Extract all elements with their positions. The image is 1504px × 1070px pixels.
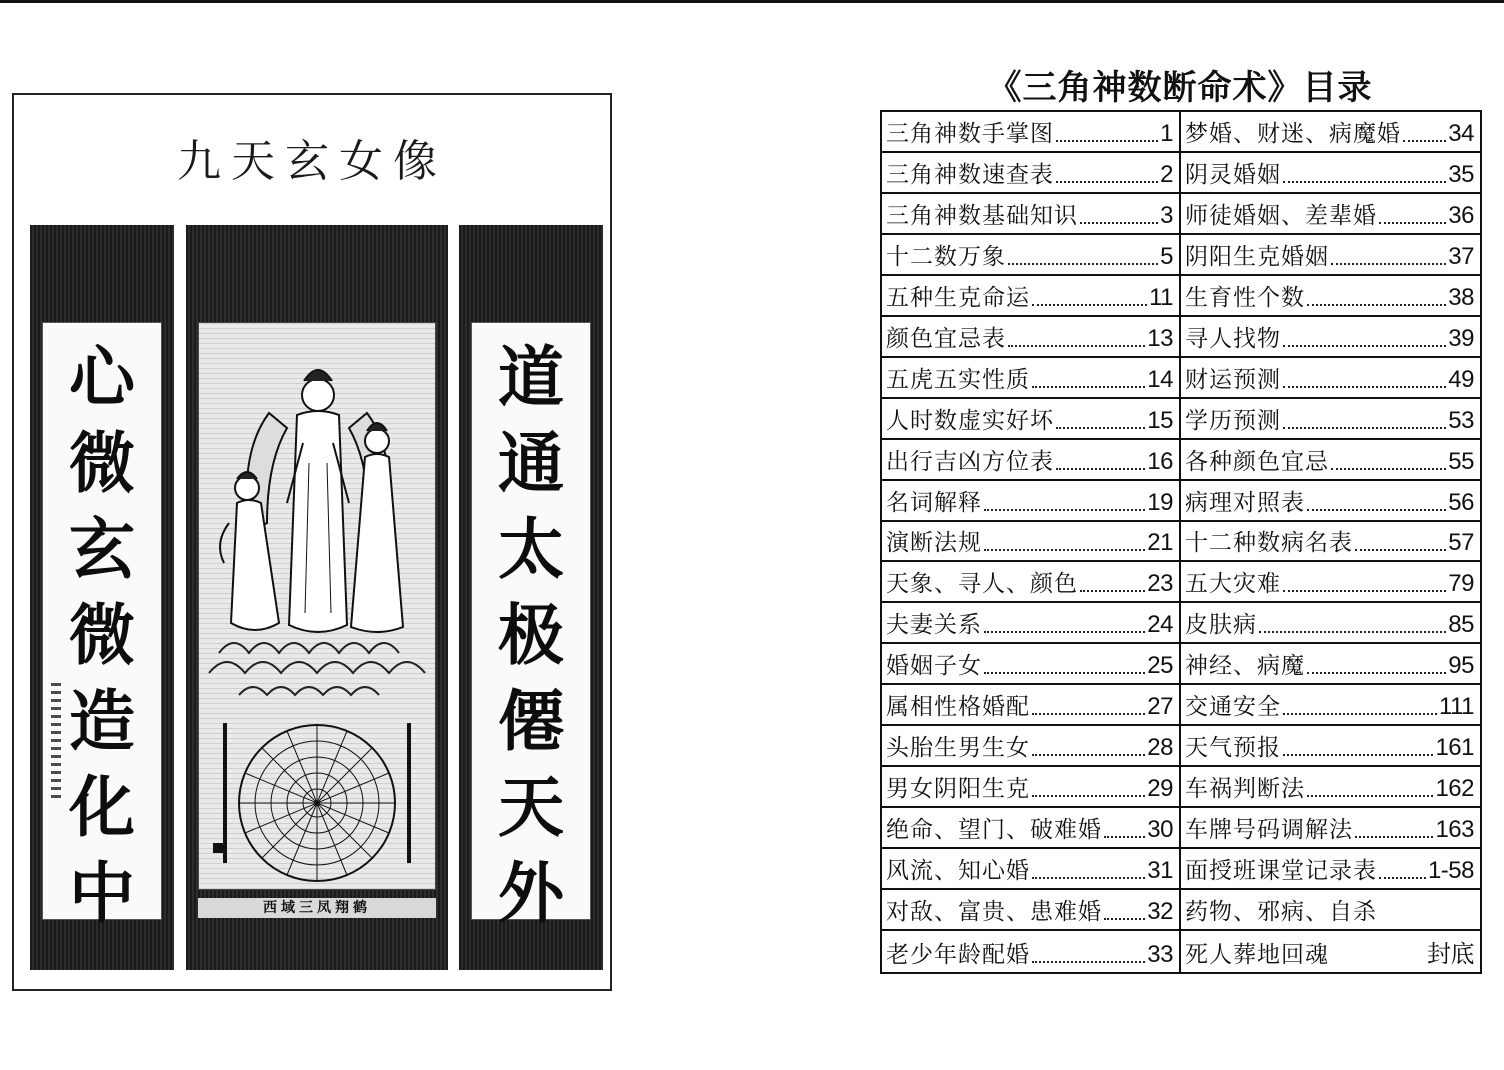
toc-entry-page: 30 [1147, 816, 1173, 844]
toc-entry [882, 358, 1181, 399]
toc-entry [1181, 317, 1480, 358]
calligraphy-char: 微 [69, 597, 135, 674]
toc-entry [1181, 890, 1480, 931]
toc-dot-leader [1379, 877, 1426, 879]
calligraphy-char: 中 [69, 855, 135, 932]
toc-entry-page: 1 [1160, 119, 1173, 147]
toc-entry [1181, 726, 1480, 767]
toc-dot-leader [1283, 427, 1446, 429]
toc-entry [882, 603, 1181, 644]
toc-entry-title: 车牌号码调解法 [1185, 817, 1353, 844]
toc-entry-title: 财运预测 [1185, 366, 1281, 393]
toc-dot-leader [1080, 590, 1145, 592]
toc-dot-leader [1056, 140, 1158, 142]
toc-entry-title: 三角神数速查表 [886, 161, 1054, 188]
toc-dot-leader [1355, 549, 1446, 551]
toc-entry-title: 车祸判断法 [1185, 776, 1305, 803]
calligraphy-char: 玄 [69, 511, 135, 588]
toc-dot-leader [1259, 631, 1446, 633]
toc-entry-page: 85 [1448, 611, 1474, 639]
toc-dot-leader [984, 549, 1145, 551]
toc-entry-title: 阴灵婚姻 [1185, 161, 1281, 188]
toc-dot-leader [1008, 263, 1158, 265]
toc-dot-leader [984, 672, 1145, 674]
toc-entry-title: 各种颜色宜忌 [1185, 448, 1329, 475]
toc-dot-leader [1032, 795, 1145, 797]
toc-dot-leader [1032, 386, 1145, 388]
toc-entry-title: 死人葬地回魂 [1185, 942, 1329, 968]
toc-entry-page: 33 [1147, 941, 1173, 968]
toc-entry [882, 440, 1181, 481]
toc-dot-leader [1008, 345, 1145, 347]
toc-entry [1181, 603, 1480, 644]
bagua-diagram [239, 725, 395, 881]
toc-entry [882, 194, 1181, 235]
toc-entry-title: 生育性个数 [1185, 284, 1305, 311]
toc-entry-page: 32 [1147, 898, 1173, 926]
toc-entry-page: 79 [1448, 570, 1474, 598]
toc-entry-page: 16 [1147, 447, 1173, 475]
toc-entry-title: 夫妻关系 [886, 612, 982, 639]
toc-dot-leader [1379, 222, 1446, 224]
calligraphy-char: 造 [69, 683, 135, 760]
toc-table [880, 110, 1482, 974]
toc-entry-page: 24 [1147, 611, 1173, 639]
toc-entry [882, 890, 1181, 931]
toc-entry-title: 天气预报 [1185, 735, 1281, 762]
toc-entry-title: 师徒婚姻、差辈婚 [1185, 202, 1377, 229]
toc-entry-title: 属相性格婚配 [886, 694, 1030, 721]
toc-entry-title: 十二数万象 [886, 243, 1006, 270]
top-rule [0, 0, 1504, 3]
toc-dot-leader [1283, 754, 1433, 756]
calligraphy-char: 外 [498, 855, 564, 932]
toc-entry-title: 三角神数手掌图 [886, 120, 1054, 147]
toc-entry-page: 29 [1147, 775, 1173, 803]
left-scroll-paper [42, 322, 162, 932]
toc-entry [1181, 358, 1480, 399]
calligraphy-char: 心 [69, 339, 135, 416]
center-scroll-paper [198, 322, 436, 890]
toc-entry-page: 36 [1448, 201, 1474, 229]
toc-entry [882, 276, 1181, 317]
toc-dot-leader [1104, 836, 1145, 838]
toc-entry-title: 人时数虚实好坏 [886, 407, 1054, 434]
toc-entry [1181, 399, 1480, 440]
toc-entry [1181, 849, 1480, 890]
toc-entry [882, 317, 1181, 358]
toc-dot-leader [1403, 140, 1446, 142]
toc-dot-leader [1283, 590, 1446, 592]
painting-side-text [213, 723, 411, 863]
toc-entry [882, 685, 1181, 726]
toc-entry [882, 644, 1181, 685]
toc-entry-title: 病理对照表 [1185, 489, 1305, 516]
toc-entry-page: 161 [1435, 734, 1474, 762]
left-scroll [30, 225, 174, 970]
goddess-painting-image [199, 323, 435, 891]
toc-entry [1181, 276, 1480, 317]
toc-entry-page: 56 [1448, 488, 1474, 516]
toc-dot-leader [984, 631, 1145, 633]
toc-dot-leader [1307, 795, 1433, 797]
left-page-frame [12, 93, 612, 991]
toc-entry-page: 163 [1435, 816, 1474, 844]
toc-dot-leader [1032, 877, 1145, 879]
toc-entry [882, 522, 1181, 563]
left-attendant-figure [220, 472, 279, 630]
toc-entry-title: 老少年龄配婚 [886, 942, 1030, 968]
toc-entry-title: 梦婚、财迷、病魔婚 [1185, 120, 1401, 147]
toc-entry-page: 2 [1160, 160, 1173, 188]
toc-dot-leader [1307, 672, 1446, 674]
toc-entry [1181, 235, 1480, 276]
toc-entry-title: 五大灾难 [1185, 571, 1281, 598]
toc-entry-title: 婚姻子女 [886, 653, 982, 680]
toc-entry-page: 15 [1147, 406, 1173, 434]
calligraphy-char: 通 [498, 425, 564, 502]
toc-entry-page: 19 [1147, 488, 1173, 516]
toc-entry-page: 28 [1147, 734, 1173, 762]
toc-entry-title: 交通安全 [1185, 694, 1281, 721]
toc-entry-title: 学历预测 [1185, 407, 1281, 434]
painting-banner: 西域三凤翔鹤 [198, 898, 436, 918]
center-scroll [186, 225, 448, 970]
cloud-shapes [209, 643, 425, 695]
toc-dot-leader [1283, 181, 1446, 183]
toc-dot-leader [1104, 918, 1145, 920]
calligraphy-char: 道 [498, 339, 564, 416]
toc-entry-title: 男女阴阳生克 [886, 776, 1030, 803]
toc-entry-page: 13 [1147, 324, 1173, 352]
toc-entry [1181, 685, 1480, 726]
toc-entry-page: 162 [1435, 775, 1474, 803]
toc-entry [1181, 112, 1480, 153]
toc-dot-leader [1032, 713, 1145, 715]
toc-dot-leader [1032, 304, 1147, 306]
toc-entry-title: 十二种数病名表 [1185, 530, 1353, 557]
toc-entry [1181, 522, 1480, 563]
toc-entry-page: 1-58 [1427, 857, 1474, 885]
toc-entry [1181, 153, 1480, 194]
toc-entry-page: 53 [1448, 406, 1474, 434]
right-scroll-paper [471, 322, 591, 932]
toc-entry-title: 头胎生男生女 [886, 735, 1030, 762]
toc-dot-leader [1331, 468, 1446, 470]
toc-entry-page: 39 [1448, 324, 1474, 352]
toc-entry [1181, 481, 1480, 522]
left-page-title: 九天玄女像 [177, 136, 447, 187]
toc-entry-title: 五种生克命运 [886, 284, 1030, 311]
toc-entry [1181, 767, 1480, 808]
toc-entry [882, 235, 1181, 276]
toc-entry-page: 38 [1448, 283, 1474, 311]
toc-entry [1181, 440, 1480, 481]
right-scroll-calligraphy [472, 335, 590, 937]
toc-entry [882, 726, 1181, 767]
toc-entry [882, 931, 1181, 972]
toc-dot-leader [1080, 222, 1158, 224]
right-scroll [459, 225, 603, 970]
toc-entry-page: 5 [1160, 242, 1173, 270]
toc-entry-page: 34 [1448, 119, 1474, 147]
toc-entry-title: 三角神数基础知识 [886, 202, 1078, 229]
calligraphy-char: 微 [69, 425, 135, 502]
toc-entry [1181, 931, 1480, 972]
toc-entry-title: 颜色宜忌表 [886, 325, 1006, 352]
toc-entry-page: 57 [1448, 529, 1474, 557]
toc-entry-page: 23 [1147, 570, 1173, 598]
toc-entry [1181, 562, 1480, 603]
inscription-marks [51, 683, 61, 803]
toc-entry-page: 3 [1160, 201, 1173, 229]
toc-entry-page: 55 [1448, 447, 1474, 475]
toc-entry-page: 25 [1147, 652, 1173, 680]
toc-entry-title: 风流、知心婚 [886, 858, 1030, 885]
toc-entry-page: 31 [1147, 857, 1173, 885]
toc-dot-leader [1056, 181, 1158, 183]
toc-entry-page: 封底 [1427, 941, 1474, 968]
toc-entry-title: 出行吉凶方位表 [886, 448, 1054, 475]
toc-entry-page: 95 [1448, 652, 1474, 680]
toc-entry [882, 481, 1181, 522]
toc-entry-title: 演断法规 [886, 530, 982, 557]
toc-entry-title: 寻人找物 [1185, 325, 1281, 352]
toc-entry [1181, 808, 1480, 849]
toc-dot-leader [1032, 754, 1145, 756]
toc-entry [882, 808, 1181, 849]
toc-dot-leader [1283, 386, 1446, 388]
toc-entry-page: 37 [1448, 242, 1474, 270]
toc-entry-title: 天象、寻人、颜色 [886, 571, 1078, 598]
toc-entry-page: 11 [1149, 283, 1173, 311]
toc-entry [1181, 194, 1480, 235]
toc-entry-page: 27 [1147, 693, 1173, 721]
toc-entry-title: 对敌、富贵、患难婚 [886, 899, 1102, 926]
toc-entry-title: 五虎五实性质 [886, 366, 1030, 393]
toc-entry-page: 35 [1448, 160, 1474, 188]
toc-entry-page: 111 [1439, 693, 1474, 721]
calligraphy-char: 极 [498, 597, 564, 674]
toc-entry [882, 562, 1181, 603]
toc-entry [882, 767, 1181, 808]
calligraphy-char: 化 [69, 769, 135, 846]
toc-entry [882, 399, 1181, 440]
calligraphy-char: 天 [498, 769, 564, 846]
toc-entry-title: 面授班课堂记录表 [1185, 858, 1377, 885]
toc-entry-page: 21 [1147, 529, 1173, 557]
toc-entry [1181, 644, 1480, 685]
calligraphy-char: 僊 [498, 683, 564, 760]
toc-entry-title: 名词解释 [886, 489, 982, 516]
toc-entry [882, 153, 1181, 194]
toc-dot-leader [1355, 836, 1433, 838]
left-scroll-calligraphy [43, 335, 161, 937]
toc-entry-title: 阴阳生克婚姻 [1185, 243, 1329, 270]
toc-dot-leader [1307, 304, 1446, 306]
calligraphy-char: 太 [498, 511, 564, 588]
toc-entry-title: 绝命、望门、破难婚 [886, 817, 1102, 844]
toc-entry-page: 14 [1147, 365, 1173, 393]
toc-entry [882, 112, 1181, 153]
toc-dot-leader [1056, 468, 1145, 470]
toc-entry [882, 849, 1181, 890]
toc-title: 《三角神数断命术》目录 [987, 68, 1373, 108]
toc-entry-title: 神经、病魔 [1185, 653, 1305, 680]
toc-dot-leader [984, 509, 1145, 511]
toc-entry-title: 药物、邪病、自杀 [1185, 899, 1377, 926]
right-attendant-figure [351, 423, 403, 632]
toc-dot-leader [1056, 427, 1145, 429]
toc-dot-leader [1331, 263, 1446, 265]
toc-entry-title: 皮肤病 [1185, 612, 1257, 639]
toc-dot-leader [1032, 961, 1145, 963]
toc-dot-leader [1283, 345, 1446, 347]
toc-entry-page: 49 [1448, 365, 1474, 393]
toc-dot-leader [1307, 509, 1446, 511]
toc-dot-leader [1283, 713, 1437, 715]
